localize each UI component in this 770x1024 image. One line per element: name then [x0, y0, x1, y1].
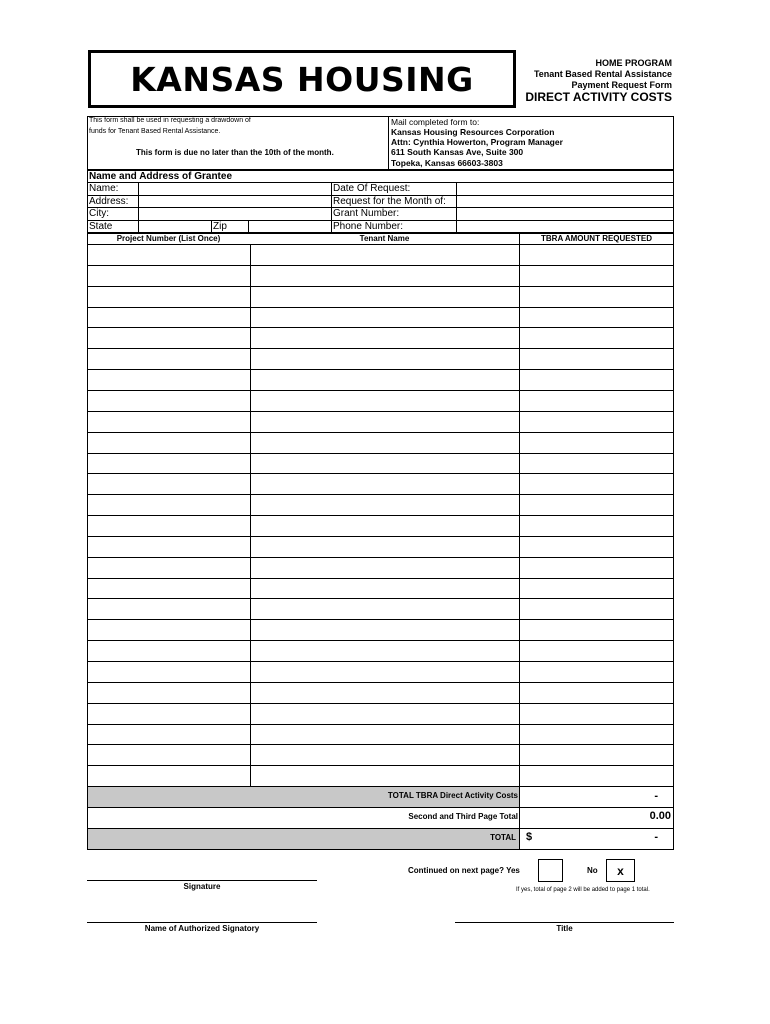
table-row — [87, 536, 674, 557]
tbra-amount-field[interactable] — [520, 726, 673, 744]
table-row — [87, 682, 674, 703]
grand-total-label: TOTAL — [490, 833, 516, 842]
tbra-total-value: - — [654, 790, 658, 802]
zip-field[interactable] — [249, 221, 331, 233]
title-field[interactable] — [455, 908, 674, 921]
city-label: City: — [89, 208, 109, 219]
tenant-name-field[interactable] — [251, 517, 518, 535]
tenant-name-field[interactable] — [251, 350, 518, 368]
tbra-amount-field[interactable] — [520, 392, 673, 410]
tenant-name-field[interactable] — [251, 392, 518, 410]
column-header-tenant-name: Tenant Name — [359, 234, 410, 243]
tbra-amount-field[interactable] — [520, 746, 673, 764]
second-third-page-total-value: 0.00 — [649, 810, 671, 822]
tenant-name-field[interactable] — [251, 705, 518, 723]
table-row — [87, 327, 674, 348]
table-row — [87, 640, 674, 661]
project-number-field[interactable] — [88, 559, 249, 577]
divider — [87, 786, 674, 787]
tbra-amount-field[interactable] — [520, 329, 673, 347]
table-row — [87, 390, 674, 411]
date-of-request-label: Date Of Request: — [333, 183, 411, 194]
table-row — [87, 619, 674, 640]
table-body — [87, 244, 674, 786]
logo-text: KANSAS HOUSING — [130, 59, 474, 99]
project-number-field[interactable] — [88, 455, 249, 473]
no-checkbox[interactable]: x — [606, 859, 635, 882]
tenant-name-field[interactable] — [251, 267, 518, 285]
grant-number-field[interactable] — [457, 208, 673, 220]
table-row — [87, 557, 674, 578]
tbra-amount-field[interactable] — [520, 767, 673, 785]
table-row — [87, 348, 674, 369]
tbra-amount-field[interactable] — [520, 288, 673, 306]
phone-number-label: Phone Number: — [333, 221, 404, 232]
tenant-name-field[interactable] — [251, 559, 518, 577]
table-row — [87, 244, 674, 265]
due-date-notice: This form is due no later than the 10th of the month. — [136, 148, 334, 157]
signatory-line — [87, 922, 317, 923]
tenant-name-field[interactable] — [251, 726, 518, 744]
tbra-amount-field[interactable] — [520, 705, 673, 723]
table-row — [87, 286, 674, 307]
form-name: Payment Request Form — [571, 80, 672, 90]
project-number-field[interactable] — [88, 350, 249, 368]
divider — [87, 828, 674, 829]
document-title: DIRECT ACTIVITY COSTS — [525, 90, 672, 104]
tbra-amount-field[interactable] — [520, 455, 673, 473]
program-name: HOME PROGRAM — [595, 58, 672, 68]
divider — [331, 182, 332, 233]
authorized-signatory-label: Name of Authorized Signatory — [144, 924, 260, 933]
mail-line-1: Mail completed form to: — [391, 117, 480, 127]
tenant-name-field[interactable] — [251, 538, 518, 556]
continued-note: If yes, total of page 2 will be added to page 1 total. — [516, 887, 650, 893]
project-number-field[interactable] — [88, 475, 249, 493]
second-third-page-total-label: Second and Third Page Total — [408, 812, 518, 821]
grant-number-label: Grant Number: — [333, 208, 400, 219]
table-row — [87, 744, 674, 765]
table-row — [87, 411, 674, 432]
project-number-field[interactable] — [88, 245, 249, 263]
signature-line — [87, 880, 317, 881]
request-month-label: Request for the Month of: — [333, 196, 446, 207]
subprogram-name: Tenant Based Rental Assistance — [533, 69, 672, 79]
request-month-field[interactable] — [457, 196, 673, 207]
table-row — [87, 473, 674, 494]
tenant-name-field[interactable] — [251, 642, 518, 660]
project-number-field[interactable] — [88, 517, 249, 535]
grand-total-value: - — [654, 831, 658, 843]
address-field[interactable] — [139, 196, 331, 207]
tbra-amount-field[interactable] — [520, 245, 673, 263]
table-row — [87, 724, 674, 745]
tenant-name-field[interactable] — [251, 621, 518, 639]
project-number-field[interactable] — [88, 267, 249, 285]
tenant-name-field[interactable] — [251, 684, 518, 702]
tbra-amount-field[interactable] — [520, 309, 673, 327]
zip-label: Zip — [213, 221, 227, 232]
tenant-name-field[interactable] — [251, 309, 518, 327]
tenant-name-field[interactable] — [251, 746, 518, 764]
project-number-field[interactable] — [88, 746, 249, 764]
state-label: State — [89, 221, 113, 232]
table-row — [87, 432, 674, 453]
tbra-amount-field[interactable] — [520, 580, 673, 598]
project-number-field[interactable] — [88, 329, 249, 347]
phone-number-field[interactable] — [457, 221, 673, 233]
tbra-amount-field[interactable] — [520, 642, 673, 660]
tbra-amount-field[interactable] — [520, 496, 673, 514]
project-number-field[interactable] — [88, 684, 249, 702]
name-label: Name: — [89, 183, 119, 194]
project-number-field[interactable] — [88, 580, 249, 598]
title-label: Title — [556, 924, 573, 933]
tbra-amount-field[interactable] — [520, 600, 673, 618]
tbra-amount-field[interactable] — [520, 684, 673, 702]
project-number-field[interactable] — [88, 642, 249, 660]
tenant-name-field[interactable] — [251, 329, 518, 347]
mail-line-5: Topeka, Kansas 66603-3803 — [391, 158, 503, 168]
column-header-tbra-amount: TBRA AMOUNT REQUESTED — [541, 234, 652, 243]
tbra-amount-field[interactable] — [520, 413, 673, 431]
city-field[interactable] — [139, 208, 331, 220]
tbra-amount-field[interactable] — [520, 434, 673, 452]
table-row — [87, 307, 674, 328]
divider — [211, 220, 212, 233]
table-row — [87, 453, 674, 474]
continued-question: Continued on next page? Yes — [408, 866, 520, 875]
grantee-heading: Name and Address of Grantee — [89, 171, 233, 182]
project-number-field[interactable] — [88, 309, 249, 327]
tbra-amount-field[interactable] — [520, 475, 673, 493]
table-row — [87, 494, 674, 515]
table-row — [87, 598, 674, 619]
name-field[interactable] — [139, 183, 331, 195]
tbra-amount-field[interactable] — [520, 559, 673, 577]
instructions-line-1: This form shall be used in requesting a drawdown of — [89, 117, 251, 124]
project-number-field[interactable] — [88, 767, 249, 785]
tenant-name-field[interactable] — [251, 663, 518, 681]
tenant-name-field[interactable] — [251, 245, 518, 263]
table-row — [87, 369, 674, 390]
mail-line-2: Kansas Housing Resources Corporation — [391, 127, 555, 137]
mail-to-box — [388, 116, 674, 170]
project-number-field[interactable] — [88, 288, 249, 306]
table-row — [87, 661, 674, 682]
column-header-project-number: Project Number (List Once) — [116, 234, 221, 243]
tbra-amount-field[interactable] — [520, 517, 673, 535]
tenant-name-field[interactable] — [251, 455, 518, 473]
mail-line-3: Attn: Cynthia Howerton, Program Manager — [391, 137, 563, 147]
instructions-line-2: funds for Tenant Based Rental Assistance. — [89, 128, 221, 135]
tbra-amount-field[interactable] — [520, 538, 673, 556]
date-of-request-field[interactable] — [457, 183, 673, 195]
project-number-field[interactable] — [88, 726, 249, 744]
address-label: Address: — [89, 196, 129, 207]
project-number-field[interactable] — [88, 600, 249, 618]
signature-field[interactable] — [87, 866, 317, 879]
project-number-field[interactable] — [88, 496, 249, 514]
tenant-name-field[interactable] — [251, 288, 518, 306]
project-number-field[interactable] — [88, 371, 249, 389]
project-number-field[interactable] — [88, 621, 249, 639]
tenant-name-field[interactable] — [251, 600, 518, 618]
tenant-name-field[interactable] — [251, 475, 518, 493]
project-number-field[interactable] — [88, 392, 249, 410]
project-number-field[interactable] — [88, 413, 249, 431]
project-number-field[interactable] — [88, 663, 249, 681]
title-line — [455, 922, 674, 923]
mail-line-4: 611 South Kansas Ave, Suite 300 — [391, 147, 524, 157]
tenant-name-field[interactable] — [251, 767, 518, 785]
no-label: No — [587, 866, 598, 875]
tbra-total-label: TOTAL TBRA Direct Activity Costs — [387, 791, 518, 800]
table-row — [87, 703, 674, 724]
signature-label: Signature — [183, 882, 221, 891]
tbra-amount-field[interactable] — [520, 663, 673, 681]
state-field[interactable] — [139, 221, 211, 233]
tbra-amount-field[interactable] — [520, 267, 673, 285]
project-number-field[interactable] — [88, 434, 249, 452]
yes-checkbox[interactable] — [538, 859, 563, 882]
project-number-field[interactable] — [88, 538, 249, 556]
tbra-amount-field[interactable] — [520, 371, 673, 389]
tenant-name-field[interactable] — [251, 580, 518, 598]
project-number-field[interactable] — [88, 705, 249, 723]
tenant-name-field[interactable] — [251, 413, 518, 431]
divider — [87, 807, 674, 808]
tenant-name-field[interactable] — [251, 371, 518, 389]
tbra-amount-field[interactable] — [520, 621, 673, 639]
currency-symbol: $ — [526, 831, 533, 843]
kansas-housing-logo — [88, 50, 516, 108]
instructions-box — [87, 116, 388, 170]
table-row — [87, 765, 674, 786]
table-row — [87, 515, 674, 536]
table-row — [87, 265, 674, 286]
tbra-amount-field[interactable] — [520, 350, 673, 368]
tenant-name-field[interactable] — [251, 434, 518, 452]
table-row — [87, 578, 674, 599]
tenant-name-field[interactable] — [251, 496, 518, 514]
authorized-signatory-field[interactable] — [87, 908, 317, 921]
